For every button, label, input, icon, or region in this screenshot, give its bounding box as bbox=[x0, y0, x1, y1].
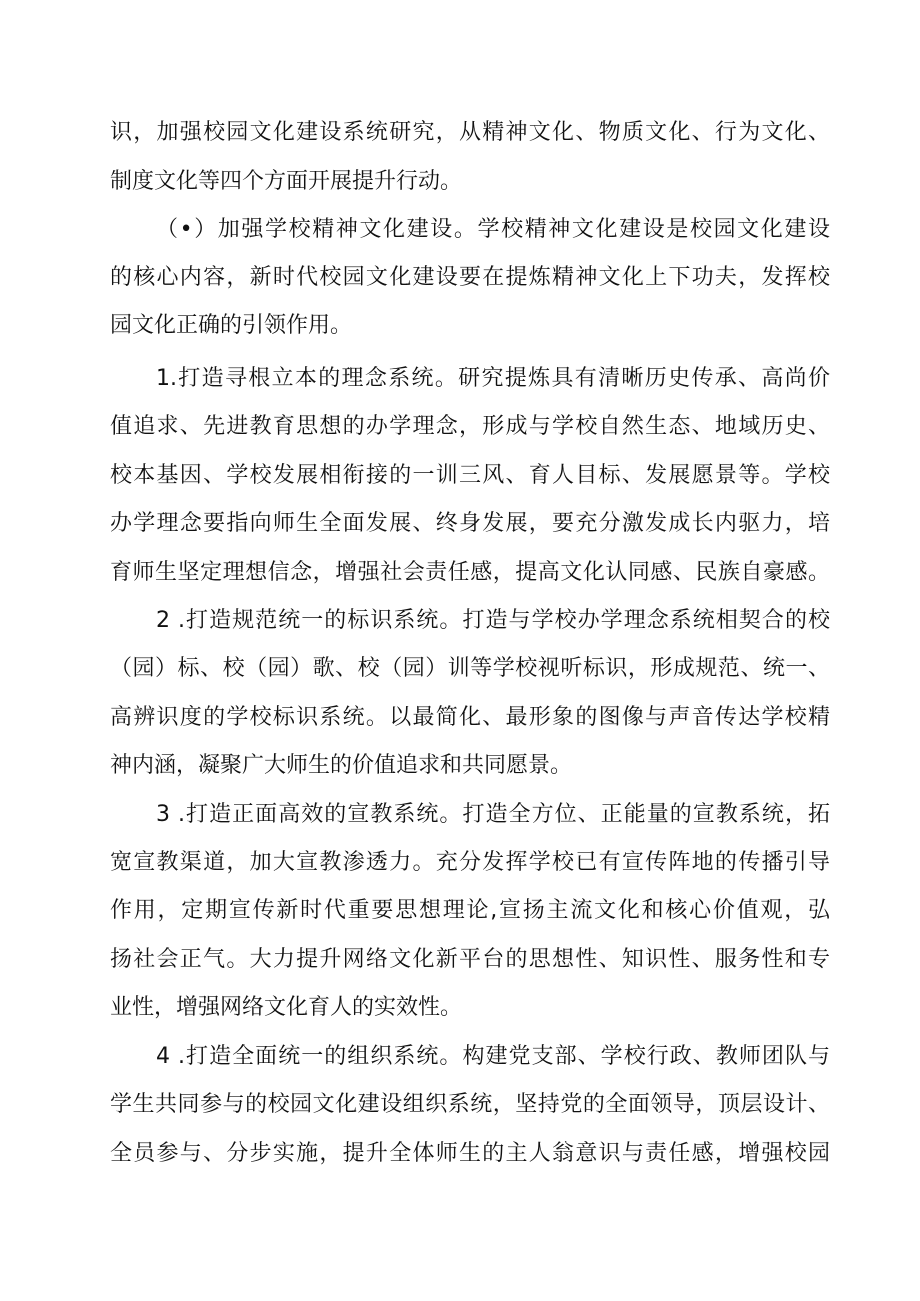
item-heading-line: 3 .打造正面高效的宣教系统。打造全方位、正能量的宣教系统，拓 bbox=[156, 802, 830, 827]
text-line: 识，加强校园文化建设系统研究，从精神文化、物质文化、行为文化、 bbox=[110, 120, 830, 145]
section-heading-line: （•）加强学校精神文化建设。学校精神文化建设是校园文化建设 bbox=[156, 217, 830, 242]
text-line: 园文化正确的引领作用。 bbox=[110, 313, 353, 338]
text-line: 神内涵，凝聚广大师生的价值追求和共同愿景。 bbox=[110, 753, 573, 778]
text-line: 业性，增强网络文化育人的实效性。 bbox=[110, 995, 463, 1020]
item-heading-line: 2 .打造规范统一的标识系统。打造与学校办学理念系统相契合的校 bbox=[156, 608, 830, 633]
text-line: 制度文化等四个方面开展提升行动。 bbox=[110, 169, 463, 194]
text-line: 高辨识度的学校标识系统。以最简化、最形象的图像与声音传达学校精 bbox=[110, 705, 830, 730]
text-line: 校本基因、学校发展相衔接的一训三风、育人目标、发展愿景等。学校 bbox=[110, 463, 830, 488]
text-line: 宽宣教渠道，加大宣教渗透力。充分发挥学校已有宣传阵地的传播引导 bbox=[110, 850, 830, 875]
text-line: 育师生坚定理想信念，增强社会责任感，提高文化认同感、民族自豪感。 bbox=[110, 560, 830, 585]
text-line: 全员参与、分步实施，提升全体师生的主人翁意识与责任感，增强校园 bbox=[110, 1141, 830, 1166]
text-line: 办学理念要指向师生全面发展、终身发展，要充分激发成长内驱力，培 bbox=[110, 511, 830, 536]
text-line: 学生共同参与的校园文化建设组织系统，坚持党的全面领导，顶层设计、 bbox=[110, 1092, 830, 1117]
item-heading-line: 1.打造寻根立本的理念系统。研究提炼具有清晰历史传承、高尚价 bbox=[156, 366, 830, 391]
text-line: 作用，定期宣传新时代重要思想理论,宣扬主流文化和核心价值观，弘 bbox=[110, 898, 830, 923]
item-heading-line: 4 .打造全面统一的组织系统。构建党支部、学校行政、教师团队与 bbox=[156, 1044, 830, 1069]
text-line: （园）标、校（园）歌、校（园）训等学校视听标识，形成规范、统一、 bbox=[110, 656, 830, 681]
text-line: 的核心内容，新时代校园文化建设要在提炼精神文化上下功夫，发挥校 bbox=[110, 265, 830, 290]
text-line: 扬社会正气。大力提升网络文化新平台的思想性、知识性、服务性和专 bbox=[110, 947, 830, 972]
text-line: 值追求、先进教育思想的办学理念，形成与学校自然生态、地域历史、 bbox=[110, 414, 830, 439]
